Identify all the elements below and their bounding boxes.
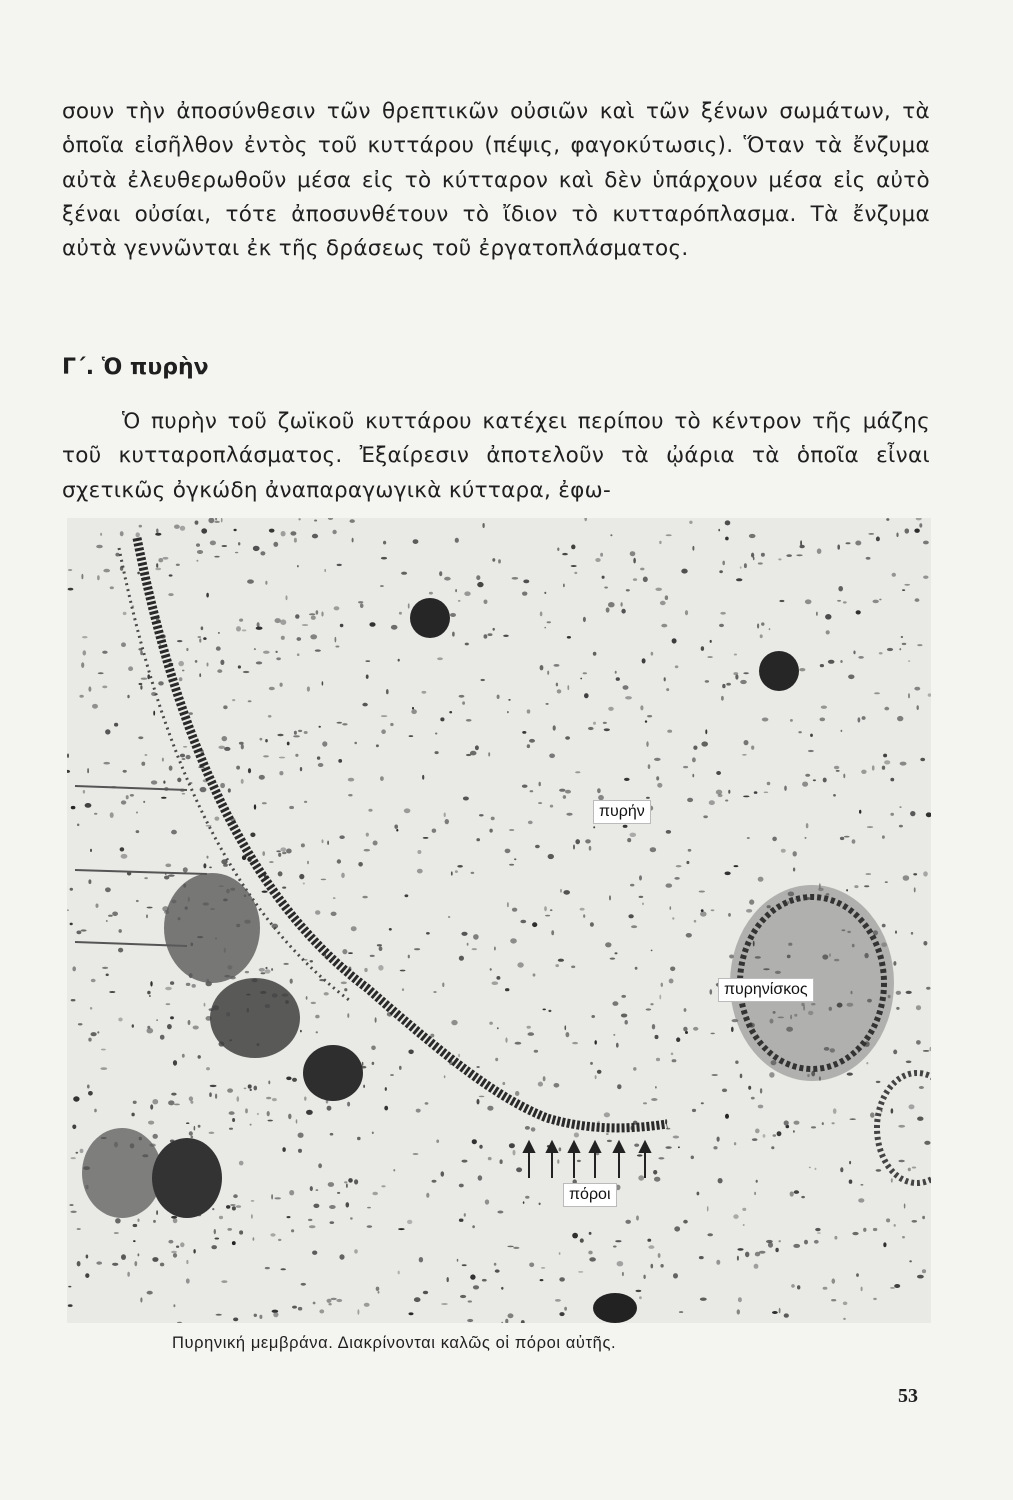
organelle	[593, 1293, 637, 1323]
micrograph-image	[67, 518, 931, 1323]
organelle	[82, 1128, 162, 1218]
label-nucleolus: πυρηνίσκος	[718, 978, 814, 1002]
micrograph-figure	[67, 518, 931, 1323]
page-number: 53	[898, 1385, 918, 1407]
granule	[410, 598, 450, 638]
organelle	[303, 1045, 363, 1101]
organelle	[210, 978, 300, 1058]
organelle	[164, 873, 260, 983]
label-pores: πόροι	[563, 1183, 617, 1207]
body-paragraph-2: Ὁ πυρὴν τοῦ ζωϊκοῦ κυττάρου κατέχει περίπου τὸ κέντρον τῆς μάζης τοῦ κυτταροπλάσματος. Ἐξαίρεσιν ἀποτελοῦν τὰ ᾠάρια τὰ ὁποῖα εἶναι σχετικῶς ὀγκώδη ἀναπαραγωγικὰ κύτταρα, ἐφω-	[62, 409, 930, 503]
granule	[759, 651, 799, 691]
section-heading: Γ΄. Ὁ πυρὴν	[62, 355, 209, 380]
body-paragraph-1: σουν τὴν ἀποσύνθεσιν τῶν θρεπτικῶν οὐσιῶν καὶ τῶν ξένων σωμάτων, τὰ ὁποῖα εἰσῆλθον ἐντὸς τοῦ κυττάρου (πέψις, φαγοκύτωσις). Ὅταν τὰ ἔνζυμα αὐτὰ ἐλευθερωθοῦν μέσα εἰς τὸ κύτταρον καὶ δὲν ὑπάρχουν μέσα εἰς αὐτὸ ξέναι οὐσίαι, τότε ἀποσυνθέτουν τὸ ἴδιον τὸ κυτταρόπλασμα. Τὰ ἔνζυμα αὐτὰ γεννῶνται ἐκ τῆς δράσεως τοῦ ἐργατοπλάσματος.	[62, 99, 930, 262]
label-nucleus: πυρήν	[593, 800, 651, 824]
figure-caption: Πυρηνική μεμβράνα. Διακρίνονται καλῶς οἱ πόροι αὐτῆς.	[172, 1334, 617, 1352]
organelle	[152, 1138, 222, 1218]
